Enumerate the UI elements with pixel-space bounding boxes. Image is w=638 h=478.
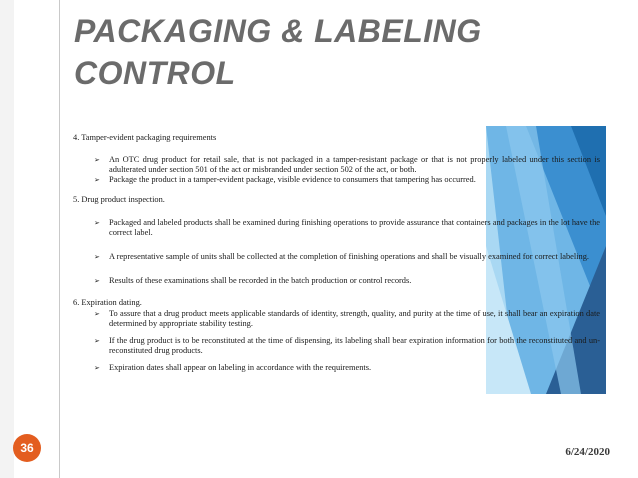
- bullet-item: ➢ Results of these examinations shall be recorded in the batch production or control records.: [73, 276, 600, 286]
- bullet-item: ➢ An OTC drug product for retail sale, that is not packaged in a tamper-resistant package or that is not properly labeled under this section is adulterated under section 501 of the act or misbranded under section 502 of the act, or both.: [73, 155, 600, 175]
- bullet-item: ➢ Packaged and labeled products shall be examined during finishing operations to provide assurance that containers and packages in the lot have the correct label.: [73, 218, 600, 238]
- section-heading: 5. Drug product inspection.: [73, 195, 165, 204]
- left-margin-rule: [59, 0, 60, 478]
- section-tamper-evident: [73, 133, 600, 185]
- title-line-2: CONTROL: [74, 55, 236, 91]
- left-margin-bar: [0, 0, 14, 478]
- section-heading: 4. Tamper-evident packaging requirements: [73, 133, 217, 142]
- bullet-item: ➢ To assure that a drug product meets applicable standards of identity, strength, quality, and purity at the time of use, it shall bear an expiration date determined by appropriate stability testing.: [73, 309, 600, 329]
- section-drug-inspection: [73, 195, 600, 286]
- section-heading: 6. Expiration dating.: [73, 298, 142, 307]
- bullet-item: ➢ If the drug product is to be reconstituted at the time of dispensing, its labeling shall bear expiration information for both the reconstituted and un-reconstituted drug products.: [73, 336, 600, 356]
- page-number-badge: 36: [13, 434, 41, 462]
- bullet-item: ➢ A representative sample of units shall be collected at the completion of finishing operations and shall be visually examined for correct labeling.: [73, 252, 600, 262]
- section-expiration-dating: [73, 298, 600, 373]
- bullet-item: ➢ Expiration dates shall appear on labeling in accordance with the requirements.: [73, 363, 600, 373]
- slide-date: 6/24/2020: [565, 446, 610, 458]
- title-line-1: PACKAGING & LABELING: [74, 13, 482, 49]
- regulation-text-block: [73, 133, 600, 396]
- slide-title: [74, 10, 594, 94]
- bullet-item: ➢ Package the product in a tamper-evident package, visible evidence to consumers that tampering has occurred.: [73, 175, 600, 185]
